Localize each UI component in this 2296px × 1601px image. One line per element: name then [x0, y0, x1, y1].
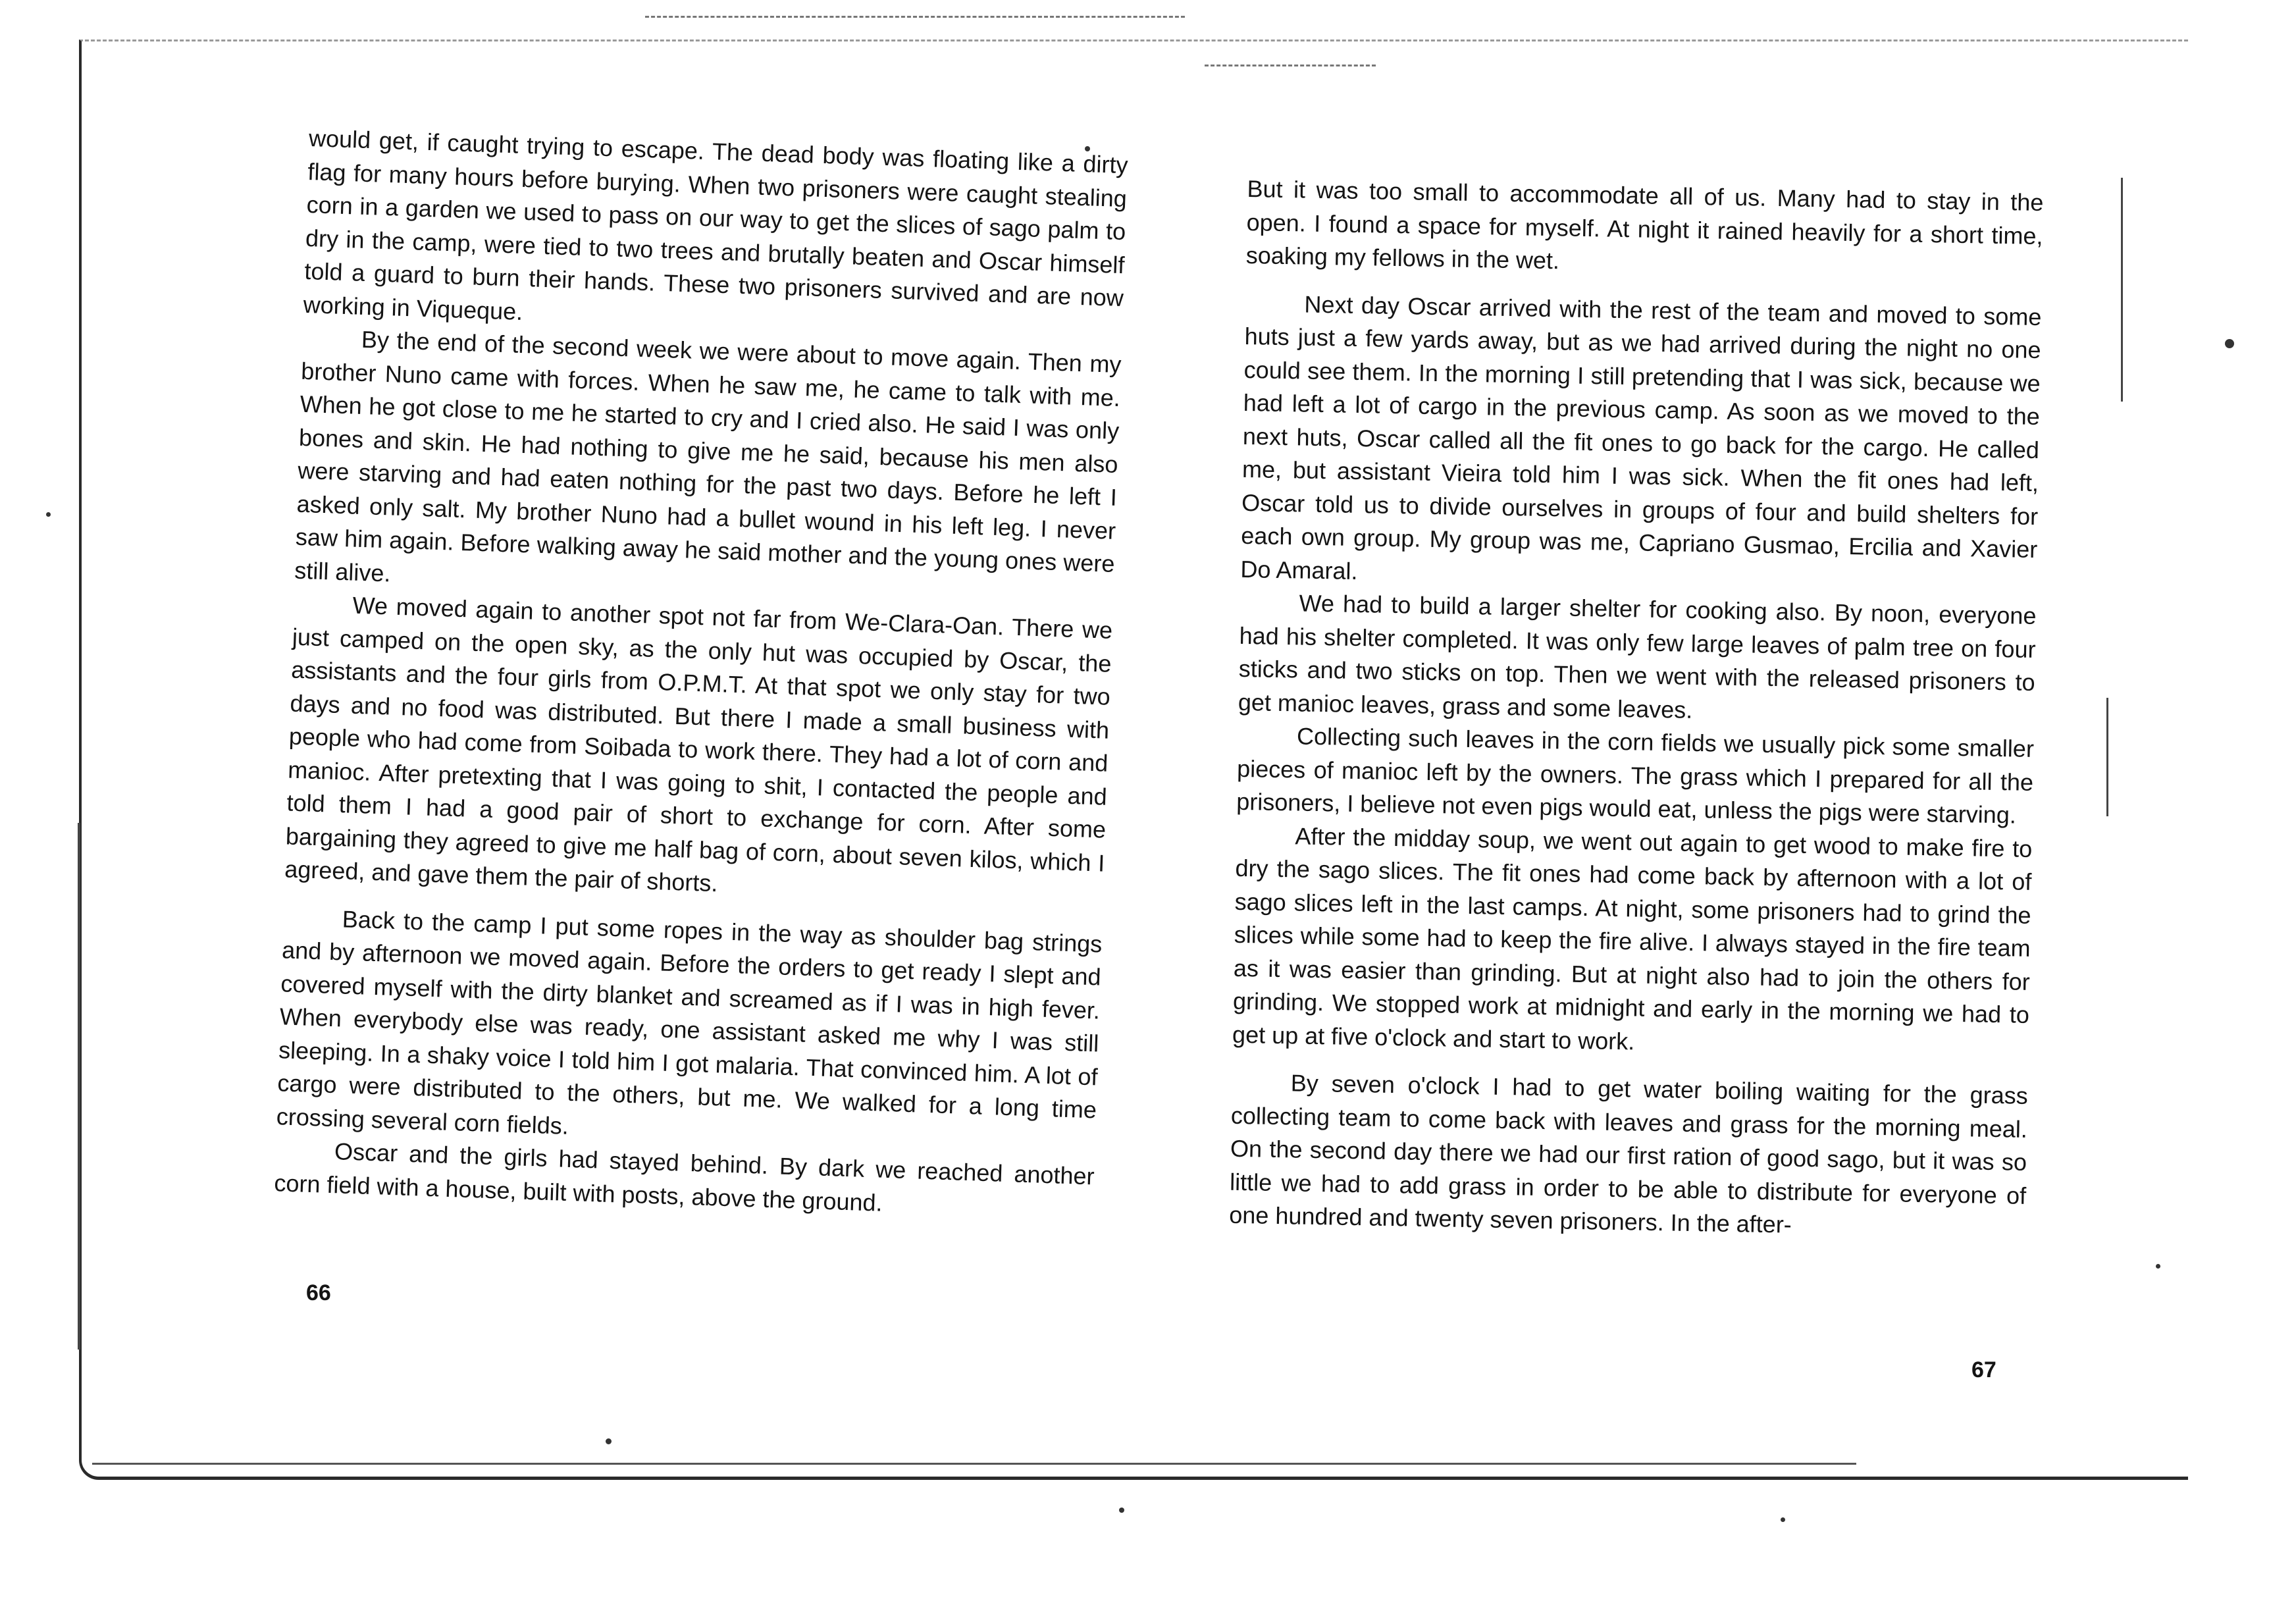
paragraph: Oscar and the girls had stayed behind. By dark we reached another corn field with a house, built with posts, above the ground. — [273, 1138, 1095, 1217]
paragraph: But it was too small to accommodate all of us. Many had to stay in the open. I found a space for myself. At night it rained heavily for a short time, soaking my fellows in the wet. — [1245, 174, 2044, 275]
paragraph: After the midday soup, we went out again to get wood to make fire to dry the sago slices. The fit ones had come back by afternoon with a lot of sago slices left in the last camps. At night, some prisoners had to grind the slices while some had to keep the fire alive. I always stayed in the fire team as it was easier than grinding. But at night also had to join the others for grinding. We stopped work at midnight and early in the morning we had to get up at five o'clock and start to work. — [1232, 822, 2033, 1055]
right-page-text — [1229, 172, 2044, 1246]
page-number-right: 67 — [1971, 1357, 1996, 1382]
scan-artifact-top-line — [645, 16, 1185, 18]
scan-speck — [1119, 1508, 1124, 1513]
paragraph: Back to the camp I put some ropes in the way as shoulder bag strings and by afternoon we moved again. Before the orders to get ready I slept and covered myself with the dirty blanket and screamed as if I was in high fever. When everybody else was ready, one assistant asked me why I was still sleeping. In a shaky voice I told him I got malaria. That convinced him. A lot of cargo were distributed to the others, but me. We walked for a long time crossing several corn fields. — [276, 905, 1103, 1140]
paragraph: By the end of the second week we were about to move again. Then my brother Nuno came with forces. When he saw me, he came to talk with me. When he got close to me he started to cry and I cried also. He said I was only bones and skin. He had nothing to give me he said, because his men also were starving and had eaten nothing for the past two days. Before he left I asked only salt. My brother Nuno had a bullet wound in his left leg. I never saw him again. Before walking away he said mother and the young ones were still alive. — [294, 325, 1122, 587]
paragraph: Next day Oscar arrived with the rest of the team and moved to some huts just a few yards away, but as we had arrived during the night no one could see them. In the morning I still pretending that I was sick, because we had left a lot of cargo in the previous camp. As soon as we moved to the next huts, Oscar called all the fit ones to go back for the cargo. He called me, but assistant Vieira told him I was sick. When the fit ones had left, Oscar told us to divide ourselves in groups of four and build shelters for each own group. My group was me, Capriano Gusmao, Ercilia and Xavier Do Amaral. — [1240, 290, 2042, 585]
page-number-left: 66 — [306, 1280, 331, 1305]
scan-artifact-top-line-right — [1205, 65, 1376, 66]
paragraph: We moved again to another spot not far from We-Clara-Oan. There we just camped on the open sky, as the only hut was occupied by Oscar, the assistants and the four girls from O.P.M.T. At that spot we only stay for two days and no food was distributed. But there I made a small business with people who had come from Soibada to work there. They had a lot of corn and manioc. After pretexting that I was going to shit, I contacted the people and told them I had a good pair of short to exchange for corn. After some bargaining they agreed to give me half bag of corn, about seven kilos, which I agreed, and gave them the pair of shorts. — [284, 591, 1113, 897]
scan-speck — [46, 512, 51, 517]
paragraph: We had to build a larger shelter for cooking also. By noon, everyone had his shelter completed. It was only few large leaves of palm tree on four sticks and two sticks on top. Then we went with the released prisoners to get manioc leaves, grass and some leaves. — [1238, 589, 2037, 723]
scan-artifact-right-edge-lower — [2106, 698, 2108, 816]
scan-speck — [2156, 1264, 2160, 1269]
left-page-text — [274, 122, 1129, 1226]
scan-artifact-bottom-line — [92, 1463, 1856, 1465]
scan-artifact-right-edge — [2121, 178, 2123, 402]
scan-artifact-left-edge — [78, 823, 80, 1350]
paragraph: By seven o'clock I had to get water boiling waiting for the grass collecting team to come back with leaves and grass for the morning meal. On the second day there we had our first ration of good sago, but it was so little we had to add grass in order to be able to distribute for everyone of one hundred and twenty seven prisoners. In the after- — [1229, 1069, 2029, 1238]
scan-speck — [606, 1438, 612, 1444]
scan-speck — [1781, 1517, 1785, 1522]
paragraph: would get, if caught trying to escape. The dead body was floating like a dirty flag for many hours before burying. When two prisoners were caught stealing corn in a garden we used to pass on our way to get the slices of sago palm to dry in the camp, were tied to two trees and brutally beaten and Oscar himself told a guard to burn their hands. These two prisoners survived and are now working in Viqueque. — [303, 124, 1129, 325]
scan-speck — [2225, 339, 2234, 348]
paragraph: Collecting such leaves in the corn fields we usually pick some smaller pieces of manioc left by the owners. The grass which I prepared for all the prisoners, I believe not even pigs would eat, unless the pigs were starving. — [1236, 722, 2035, 829]
